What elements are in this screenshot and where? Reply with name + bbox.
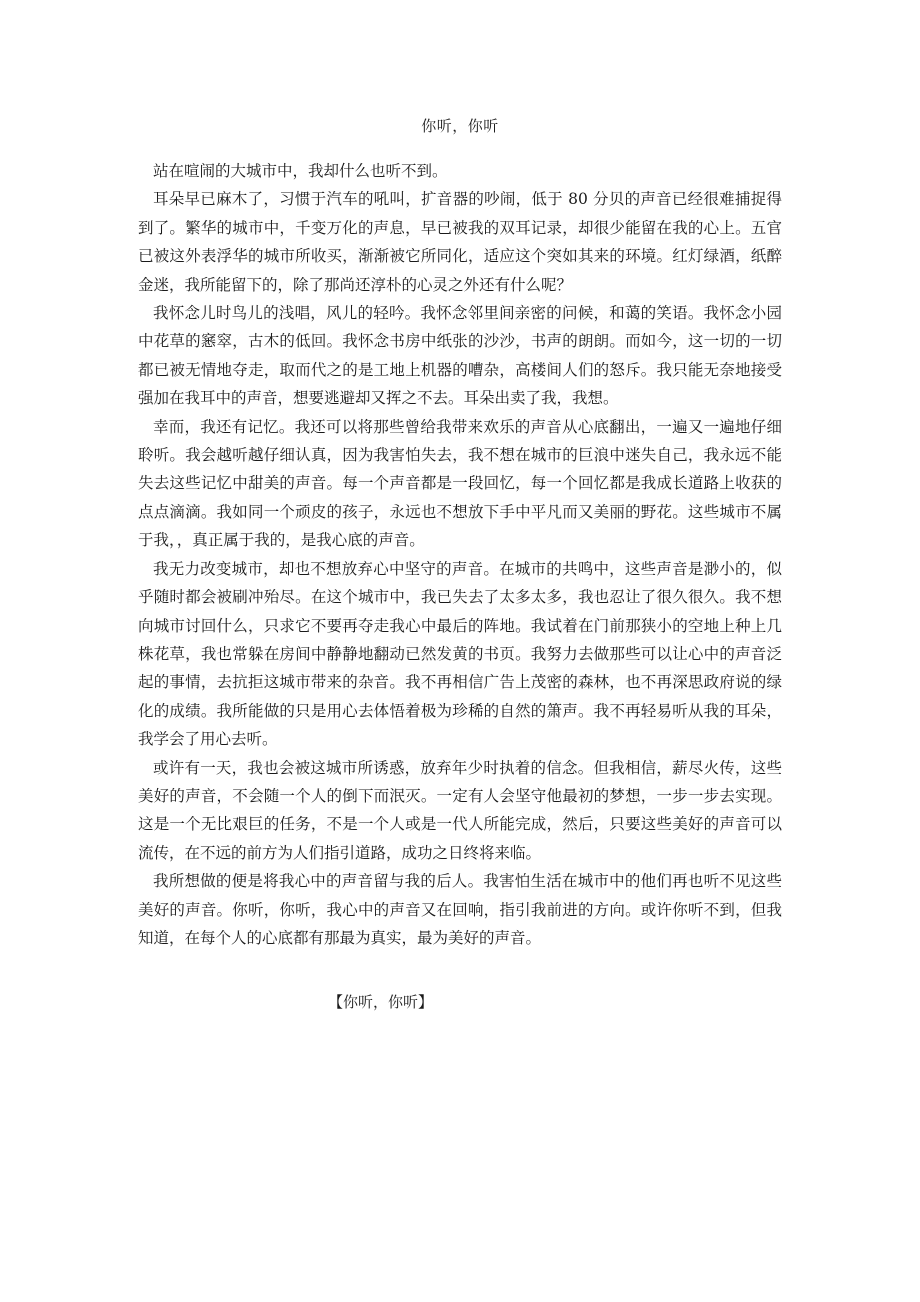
paragraph: 站在喧闹的大城市中，我却什么也听不到。	[153, 162, 448, 180]
paragraph: 幸而，我还有记忆。我还可以将那些曾给我带来欢乐的声音从心底翻出，一遍又一遍地仔细聆听。我会越听越仔细认真，因为我害怕失去，我不想在城市的巨浪中迷失自己，我永远不能失去这些记忆中甜美的声音。每一个声音都是一段回忆，每一个回忆都是我成长道路上收获的点点滴滴。我如同一个顽皮的孩子，永远也不想放下手中平凡而又美丽的野花。这些城市不属于我，，真正属于我的，是我心底的声音。	[138, 417, 782, 550]
footer-title: 【你听，你听】	[328, 993, 434, 1011]
document-title: 你听，你听	[421, 117, 499, 135]
paragraph: 或许有一天，我也会被这城市所诱惑，放弃年少时执着的信念。但我相信，薪尽火传，这些美好的声音，不会随一个人的倒下而泯灭。一定有人会坚守他最初的梦想，一步一步去实现。这是一个无比艰巨的任务，不是一个人或是一代人所能完成，然后，只要这些美好的声音可以流传，在不远的前方为人们指引道路，成功之日终将来临。	[138, 758, 782, 862]
document-body	[138, 157, 782, 952]
paragraph: 我怀念儿时鸟儿的浅唱，风儿的轻吟。我怀念邻里间亲密的问候，和蔼的笑语。我怀念小园中花草的窸窣，古木的低回。我怀念书房中纸张的沙沙，书声的朗朗。而如今，这一切的一切都已被无情地夺走，取而代之的是工地上机器的嘈杂，高楼间人们的怒斥。我只能无奈地接受强加在我耳中的声音，想要逃避却又挥之不去。耳朵出卖了我，我想。	[138, 304, 782, 408]
paragraph: 耳朵早已麻木了，习惯于汽车的吼叫，扩音器的吵闹，低于 80 分贝的声音已经很难捕捉得到了。繁华的城市中，千变万化的声息，早已被我的双耳记录，却很少能留在我的心上。五官已被这外表浮华的城市所收买，渐渐被它所同化，适应这个突如其来的环境。红灯绿酒，纸醉金迷，我所能留下的，除了那尚还淳朴的心灵之外还有什么呢？	[138, 190, 782, 294]
paragraph: 我无力改变城市，却也不想放弃心中坚守的声音。在城市的共鸣中，这些声音是渺小的，似乎随时都会被刷冲殆尽。在这个城市中，我已失去了太多太多，我也忍让了很久很久。我不想向城市讨回什么，只求它不要再夺走我心中最后的阵地。我试着在门前那狭小的空地上种上几株花草，我也常躲在房间中静静地翻动已然发黄的书页。我努力去做那些可以让心中的声音泛起的事情，去抗拒这城市带来的杂音。我不再相信广告上茂密的森林，也不再深思政府说的绿化的成绩。我所能做的只是用心去体悟着极为珍稀的自然的箫声。我不再轻易听从我的耳朵，我学会了用心去听。	[138, 559, 782, 749]
paragraph: 我所想做的便是将我心中的声音留与我的后人。我害怕生活在城市中的他们再也听不见这些美好的声音。你听，你听，我心中的声音又在回响，指引我前进的方向。或许你听不到，但我知道，在每个人的心底都有那最为真实，最为美好的声音。	[138, 872, 782, 947]
